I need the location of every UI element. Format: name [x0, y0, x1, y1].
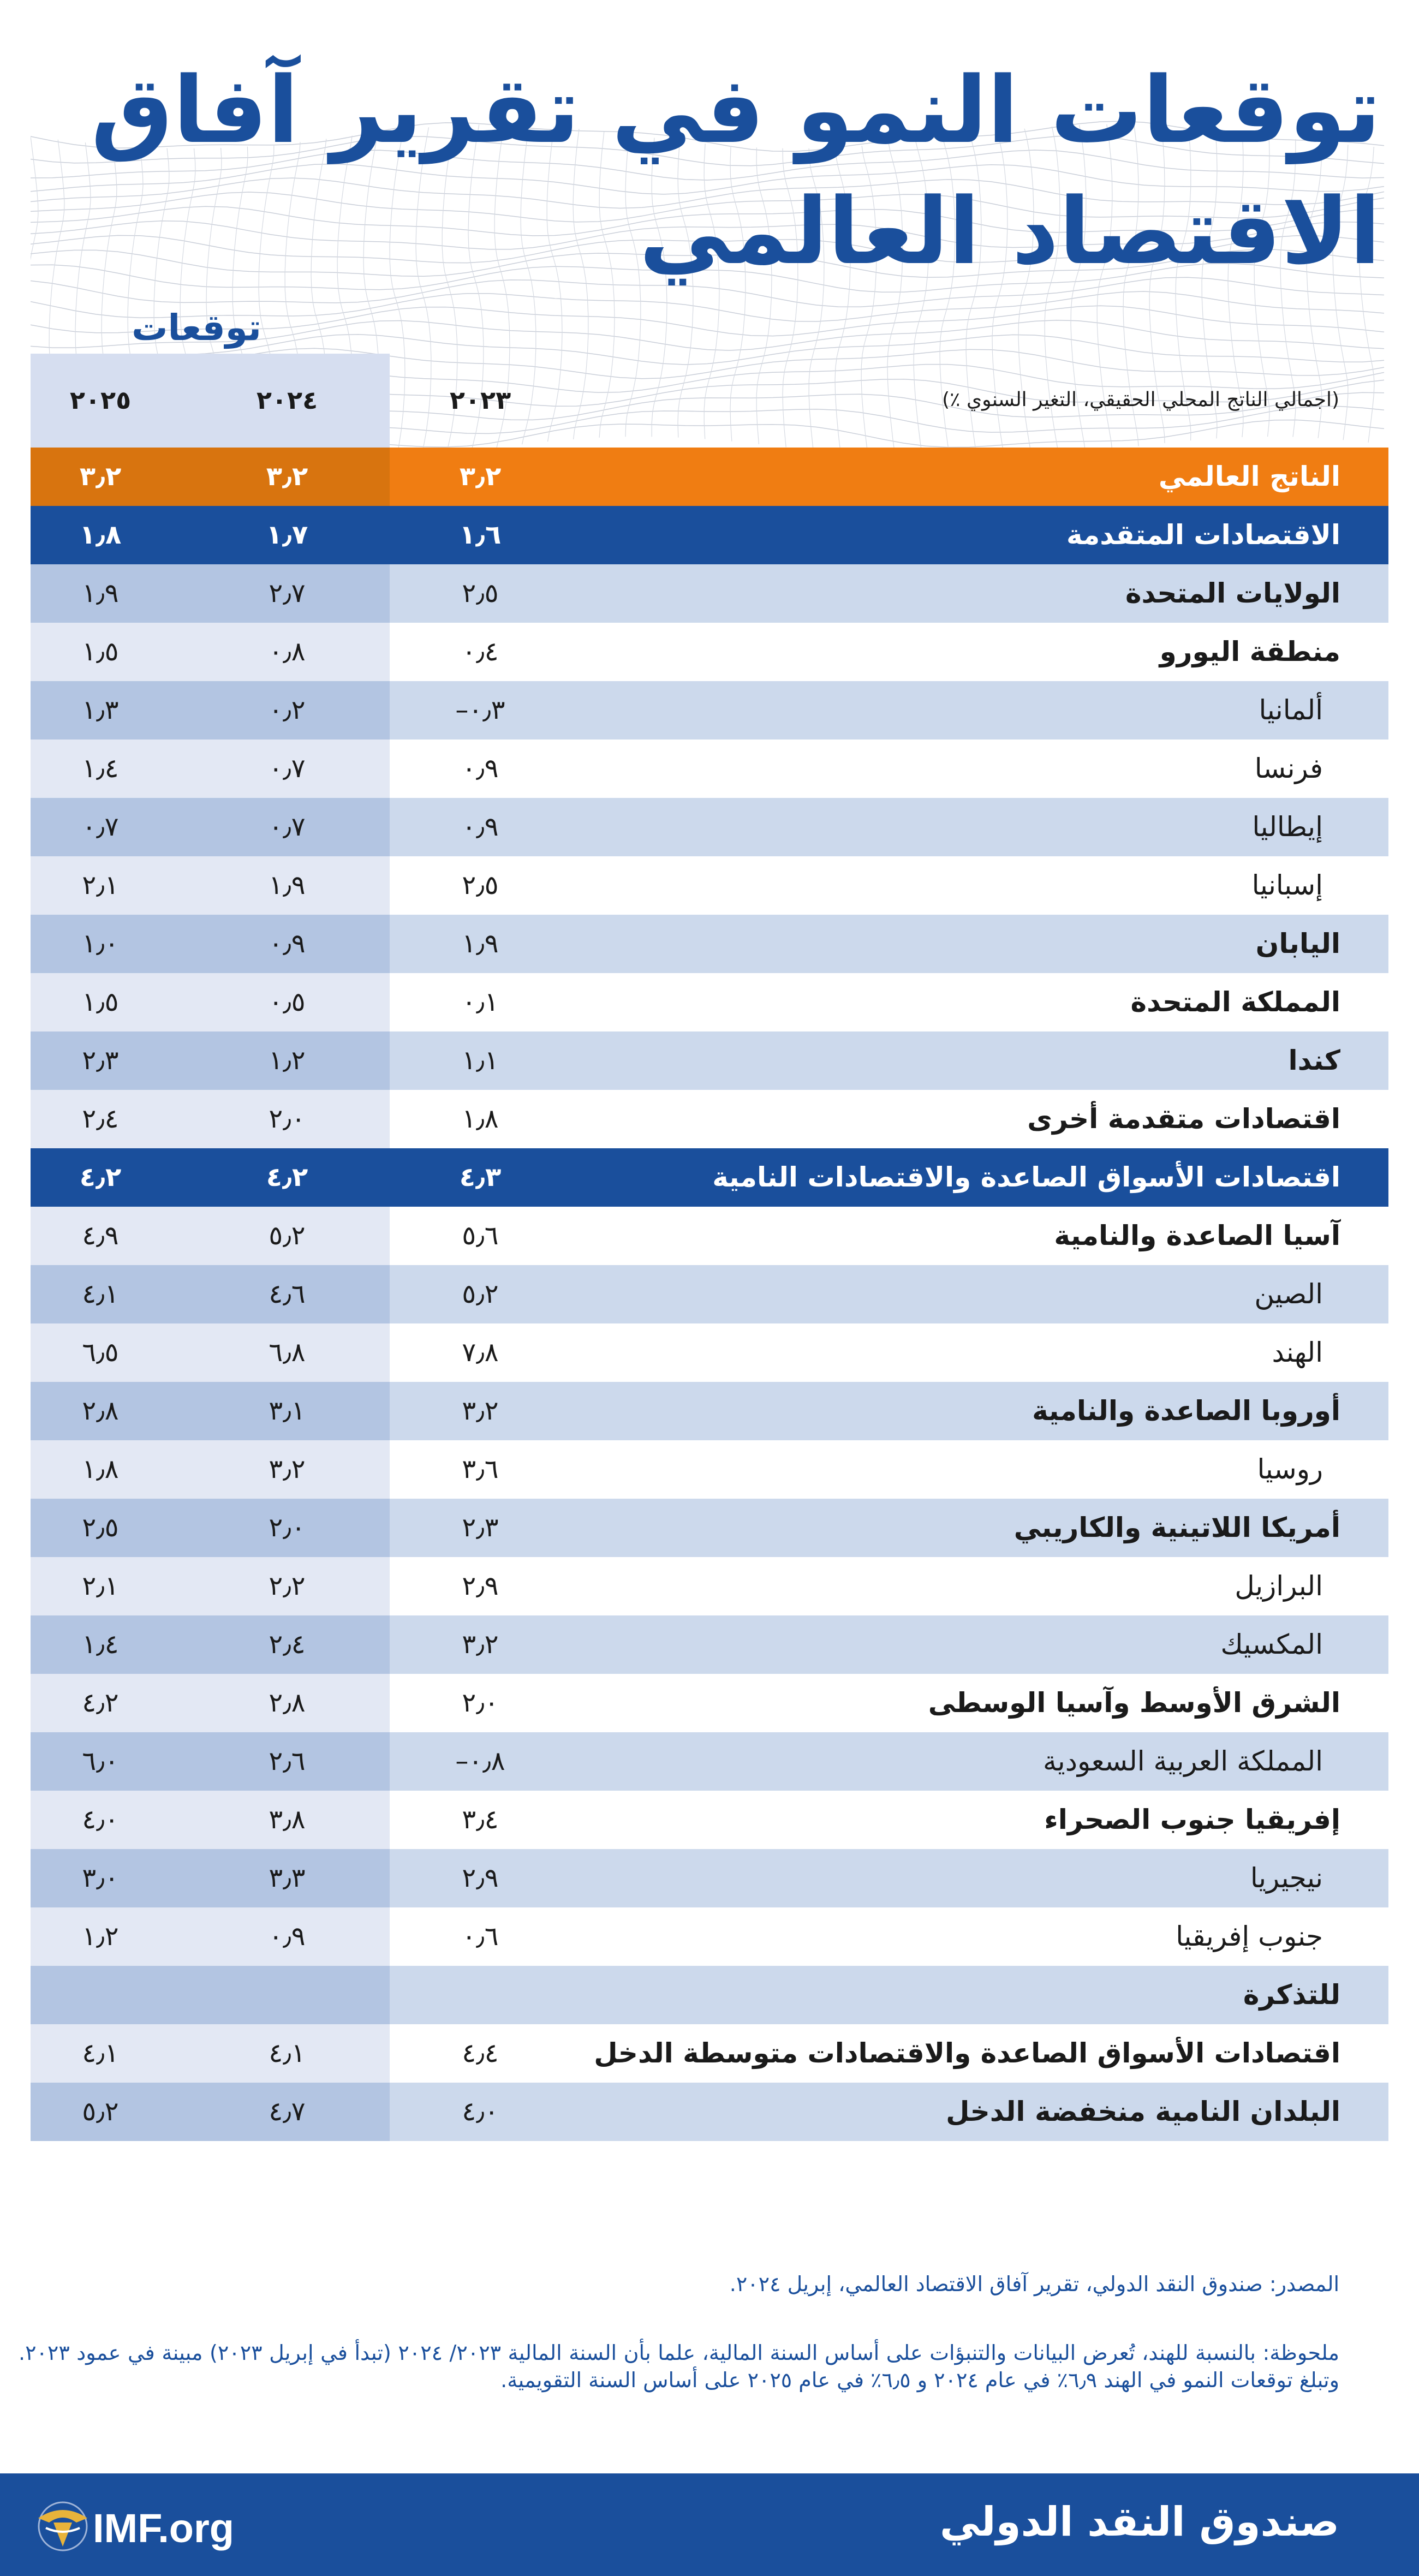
table-row — [31, 1499, 1388, 1557]
row-label: إسبانيا — [1251, 869, 1323, 901]
value-2023: ٣٫٦ — [462, 1454, 499, 1484]
value-2025: ١٫٤ — [82, 1629, 119, 1660]
value-2024: ٠٫٥ — [269, 987, 306, 1017]
value-2024 — [227, 1966, 347, 2024]
value-2024: ٢٫٤ — [269, 1629, 306, 1660]
row-label: المملكة العربية السعودية — [1042, 1745, 1323, 1777]
row-label: أمريكا اللاتينية والكاريبي — [1013, 1512, 1340, 1543]
row-label: اقتصادات متقدمة أخرى — [1027, 1103, 1340, 1135]
table-row — [31, 448, 1388, 506]
value-2025: ١٫٣ — [82, 695, 119, 725]
value-2024: ٣٫٨ — [269, 1804, 306, 1835]
table-row — [31, 1207, 1388, 1265]
table-row — [31, 623, 1388, 681]
value-2023: ٤٫٣ — [459, 1162, 502, 1192]
imf-website-link[interactable]: IMF.org — [93, 2506, 234, 2551]
value-2025: ٤٫١ — [82, 2038, 119, 2068]
value-2023: ٢٫٩ — [462, 1863, 499, 1893]
value-2025: ٤٫٠ — [82, 1804, 119, 1835]
table-row — [31, 2024, 1388, 2083]
table-row — [31, 1557, 1388, 1615]
value-2024: ٢٫٠ — [269, 1512, 306, 1543]
value-2023: ٠٫٤ — [462, 636, 499, 667]
value-2024: ٠٫٢ — [269, 695, 306, 725]
value-2024: ٠٫٧ — [269, 812, 306, 842]
methodology-note: ملحوظة: بالنسبة للهند، تُعرض البيانات والتنبؤات على أساس السنة المالية، علما بأن السنة المالية ٢٠٢٣/ ٢٠٢٤ (تبدأ في إبريل ٢٠٢٣) مبينة في عمود ٢٠٢٣. وتبلغ توقعات النمو في الهند ٦٫٩٪ في عام ٢٠٢٤ و ٦٫٥٪ في عام ٢٠٢٥ على أساس السنة التقويمية. — [19, 2341, 1340, 2393]
value-2025: ٥٫٢ — [82, 2096, 119, 2127]
value-2024: ١٫٢ — [269, 1045, 306, 1076]
page-title-line-2: الاقتصاد العالمي — [639, 178, 1381, 285]
imf-logo-icon — [22, 2496, 104, 2556]
value-2023: ٥٫٦ — [462, 1220, 499, 1251]
value-2024: ٤٫١ — [269, 2038, 306, 2068]
value-2024: ١٫٩ — [269, 870, 306, 901]
value-2023: ٠٫٩ — [462, 812, 499, 842]
table-row — [31, 564, 1388, 623]
value-2025: ١٫٠ — [82, 928, 119, 959]
row-label: اقتصادات الأسواق الصاعدة والاقتصادات النامية — [712, 1161, 1340, 1193]
row-label: آسيا الصاعدة والنامية — [1054, 1220, 1340, 1251]
value-2024: ٥٫٢ — [269, 1220, 306, 1251]
row-label: الشرق الأوسط وآسيا الوسطى — [928, 1687, 1340, 1719]
table-row — [31, 1031, 1388, 1090]
value-2025: ١٫٩ — [82, 578, 119, 609]
value-2025: ١٫٤ — [82, 753, 119, 784]
footer-org-name: صندوق النقد الدولي — [939, 2499, 1339, 2545]
value-2025: ٦٫٥ — [82, 1337, 119, 1368]
year-header-2023: ٢٠٢٣ — [449, 385, 511, 415]
value-2023: ٢٫٩ — [462, 1571, 499, 1601]
value-2025: ١٫٢ — [82, 1921, 119, 1952]
value-2025: ٢٫٨ — [82, 1396, 119, 1426]
value-2023: ٢٫٣ — [462, 1512, 499, 1543]
row-label: الصين — [1254, 1278, 1323, 1310]
table-row — [31, 1382, 1388, 1440]
value-2024: ٢٫٧ — [269, 578, 306, 609]
value-2023: ٧٫٨ — [462, 1337, 499, 1368]
table-row — [31, 740, 1388, 798]
row-label: اليابان — [1255, 928, 1340, 959]
value-2025: ٢٫٣ — [82, 1045, 119, 1076]
value-2025: ٦٫٠ — [82, 1746, 119, 1776]
value-2023: ١٫١ — [462, 1045, 499, 1076]
unit-label: (اجمالي الناتج المحلي الحقيقي، التغير السنوي ٪) — [942, 389, 1339, 411]
value-2024: ٤٫٦ — [269, 1279, 306, 1309]
value-2025: ٢٫١ — [82, 1571, 119, 1601]
value-2025: ٣٫٢ — [79, 461, 122, 492]
table-row — [31, 1966, 1388, 2024]
table-row — [31, 1674, 1388, 1732]
table-row — [31, 1791, 1388, 1849]
value-2024: ٣٫٢ — [269, 1454, 306, 1484]
table-row — [31, 1265, 1388, 1323]
table-row — [31, 2083, 1388, 2141]
mesh-line — [547, 127, 562, 442]
value-2024: ٤٫٢ — [266, 1162, 308, 1192]
value-2023: ٣٫٢ — [462, 1629, 499, 1660]
row-label: الولايات المتحدة — [1125, 577, 1340, 609]
table-row — [31, 1148, 1388, 1207]
value-2023: ١٫٦ — [459, 520, 502, 550]
forecast-label: توقعات — [132, 307, 261, 349]
table-row — [31, 973, 1388, 1031]
table-row — [31, 1323, 1388, 1382]
row-label: نيجيريا — [1250, 1862, 1323, 1894]
value-2024: ٣٫٢ — [266, 461, 308, 492]
row-label: جنوب إفريقيا — [1176, 1921, 1323, 1952]
value-2023: ٠٫٦ — [462, 1921, 499, 1952]
value-2025: ١٫٨ — [82, 1454, 119, 1484]
value-2025: ٢٫٤ — [82, 1104, 119, 1134]
value-2023: –٠٫٣ — [455, 695, 505, 725]
value-2023: ٢٫٥ — [462, 578, 499, 609]
value-2023: ٢٫٠ — [462, 1687, 499, 1718]
value-2025: ١٫٨ — [79, 520, 122, 550]
value-2025: ٠٫٧ — [82, 812, 119, 842]
row-label: إفريقيا جنوب الصحراء — [1044, 1804, 1340, 1835]
value-2025: ١٫٥ — [82, 987, 119, 1017]
value-2023: –٠٫٨ — [455, 1746, 505, 1776]
footer-bar — [0, 2473, 1419, 2576]
value-2025: ١٫٥ — [82, 636, 119, 667]
row-label: أوروبا الصاعدة والنامية — [1032, 1395, 1340, 1427]
row-label: البرازيل — [1235, 1570, 1323, 1602]
table-row — [31, 1440, 1388, 1499]
value-2023: ٣٫٢ — [459, 461, 502, 492]
value-2023: ٠٫١ — [462, 987, 499, 1017]
value-2024: ١٫٧ — [266, 520, 308, 550]
table-row — [31, 798, 1388, 856]
value-2025 — [40, 1966, 160, 2024]
year-header-2024: ٢٠٢٤ — [256, 385, 318, 415]
value-2024: ٦٫٨ — [269, 1337, 306, 1368]
row-label: منطقة اليورو — [1159, 636, 1340, 667]
value-2023: ٣٫٤ — [462, 1804, 499, 1835]
table-row — [31, 506, 1388, 564]
mesh-line — [573, 129, 588, 439]
value-2024: ٢٫٠ — [269, 1104, 306, 1134]
value-2023: ٣٫٢ — [462, 1396, 499, 1426]
table-row — [31, 915, 1388, 973]
page-title-line-1: توقعات النمو في تقرير آفاق — [91, 57, 1381, 164]
row-label: للتذكرة — [1243, 1979, 1340, 2011]
row-label: كندا — [1288, 1045, 1340, 1076]
value-2023: ٤٫٠ — [462, 2096, 499, 2127]
value-2024: ٣٫١ — [269, 1396, 306, 1426]
value-2025: ٢٫١ — [82, 870, 119, 901]
table-row — [31, 1732, 1388, 1791]
value-2023: ١٫٩ — [462, 928, 499, 959]
table-row — [31, 1090, 1388, 1148]
value-2024: ٣٫٣ — [269, 1863, 306, 1893]
value-2025: ٤٫٢ — [79, 1162, 122, 1192]
row-label: إيطاليا — [1252, 811, 1323, 843]
value-2024: ٠٫٨ — [269, 636, 306, 667]
value-2024: ٠٫٩ — [269, 928, 306, 959]
row-label: روسيا — [1257, 1453, 1323, 1485]
row-label: اقتصادات الأسواق الصاعدة والاقتصادات متوسطة الدخل — [594, 2037, 1340, 2069]
row-label: المملكة المتحدة — [1130, 986, 1340, 1018]
value-2024: ٢٫٨ — [269, 1687, 306, 1718]
table-row — [31, 1849, 1388, 1907]
growth-table — [31, 448, 1388, 2141]
value-2025: ٢٫٥ — [82, 1512, 119, 1543]
table-row — [31, 681, 1388, 740]
value-2023 — [420, 1966, 540, 2024]
row-label: ألمانيا — [1259, 694, 1323, 726]
value-2023: ٠٫٩ — [462, 753, 499, 784]
value-2025: ٣٫٠ — [82, 1863, 119, 1893]
value-2023: ١٫٨ — [462, 1104, 499, 1134]
row-label: البلدان النامية منخفضة الدخل — [946, 2096, 1340, 2127]
row-label: الاقتصادات المتقدمة — [1066, 519, 1340, 551]
value-2024: ٢٫٦ — [269, 1746, 306, 1776]
value-2025: ٤٫٢ — [82, 1687, 119, 1718]
table-row — [31, 1907, 1388, 1966]
value-2023: ٥٫٢ — [462, 1279, 499, 1309]
value-2024: ٠٫٧ — [269, 753, 306, 784]
value-2025: ٤٫١ — [82, 1279, 119, 1309]
row-label: الناتج العالمي — [1158, 461, 1340, 492]
value-2024: ٢٫٢ — [269, 1571, 306, 1601]
value-2023: ٤٫٤ — [462, 2038, 499, 2068]
row-label: المكسيك — [1220, 1629, 1323, 1660]
table-row — [31, 856, 1388, 915]
source-note: المصدر: صندوق النقد الدولي، تقرير آفاق الاقتصاد العالمي، إبريل ٢٠٢٤. — [729, 2272, 1339, 2296]
row-label: الهند — [1272, 1337, 1323, 1368]
row-label: فرنسا — [1254, 753, 1323, 784]
value-2024: ٠٫٩ — [269, 1921, 306, 1952]
value-2024: ٤٫٧ — [269, 2096, 306, 2127]
value-2023: ٢٫٥ — [462, 870, 499, 901]
year-header-2025: ٢٠٢٥ — [69, 385, 132, 415]
table-row — [31, 1615, 1388, 1674]
value-2025: ٤٫٩ — [82, 1220, 119, 1251]
